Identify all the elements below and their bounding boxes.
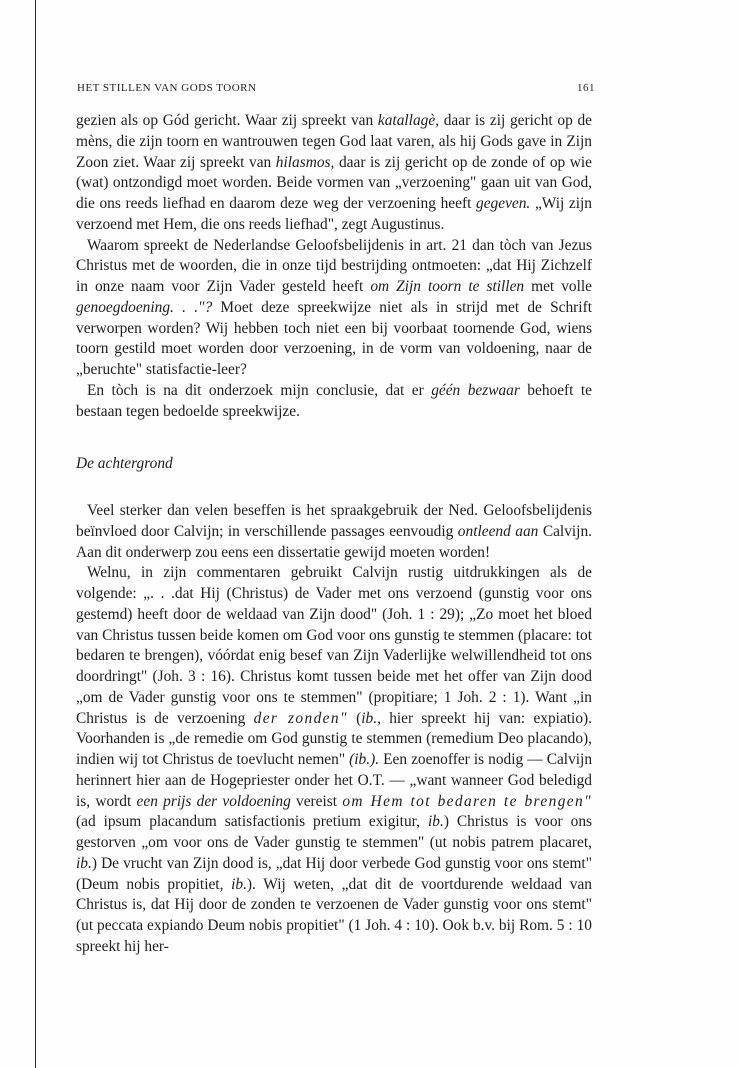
italic-abbrev: ib. <box>231 875 247 893</box>
italic-abbrev: ib. <box>76 854 92 872</box>
page-edge-line <box>35 0 36 1068</box>
text-run: En tòch is na dit onderzoek mijn conclusie, dat er <box>87 381 432 399</box>
italic-abbrev: ib., <box>361 709 381 727</box>
italic-phrase: der zonden" <box>253 709 348 727</box>
running-title: HET STILLEN VAN GODS TOORN <box>77 82 257 94</box>
text-run: Veel sterker dan velen beseffen is het spraakgebruik der Ned. Geloofsbelijdenis beïnvloed door Calvijn; in verschillende passages eenvoudig <box>76 502 592 540</box>
italic-phrase: om Hem tot bedaren te brengen" <box>342 792 592 810</box>
text-run: (ad ipsum placandum satisfactionis pretium exigitur, <box>76 813 428 831</box>
text-run: ) Christus is voor ons gestorven „om voor ons de Vader gunstig te stemmen" (ut nobis patrem placaret, <box>76 813 593 851</box>
text-run: Moet deze spreekwijze niet als in strijd met de Schrift verworpen worden? Wij hebben toch niet een bij voorbaat toornende God, wiens toorn gestild moet worden door verzoening, in de vorm van voldoening, naar de „beruchte" statisfactie-leer? <box>76 298 592 378</box>
text-run: ( <box>347 709 362 727</box>
paragraph-5 <box>76 563 592 957</box>
italic-phrase: een prijs der voldoening <box>136 792 291 810</box>
text-run: ). Wij weten, „dat dit de voortdurende weldaad van Christus is, dat Hij door de zonden te verzoenen de Vader gunstig voor ons stemt" (ut peccata expiando Deum nobis propitiet" (1 Joh. 4 : 10). Ook b.v. bij Rom. 5 : 10 spreekt hij her- <box>76 875 592 955</box>
text-run: „Wij zijn verzoend met Hem, die ons reeds liefhad", zegt Augustinus. <box>76 195 592 233</box>
italic-term: katallagè, <box>377 112 440 129</box>
paragraph-3 <box>76 381 592 423</box>
italic-phrase: om Zijn toorn te stillen <box>370 278 525 295</box>
text-run: Waarom spreekt de Nederlandse Geloofsbelijdenis in art. 21 dan tòch van Jezus Christus met de woorden, die in onze tijd bestrijding ontmoeten: „dat Hij Zichzelf in onze naam voor Zijn Vader gesteld heeft <box>76 236 592 295</box>
italic-abbrev: (ib.). <box>349 751 380 768</box>
paragraph-4 <box>76 501 592 563</box>
paragraph-1 <box>76 111 592 236</box>
text-run: vereist <box>290 792 343 810</box>
italic-phrase: géén bezwaar <box>431 381 520 399</box>
text-run: Een zoenoffer is nodig — Calvijn herinnert hier aan de Hogepriester onder het O.T. — „want wanneer God beledigd is, wordt <box>76 751 593 810</box>
running-head <box>77 82 595 94</box>
text-run: met volle <box>524 278 592 295</box>
section-heading: De achtergrond <box>76 455 173 473</box>
text-run: gezien als op Gód gericht. Waar zij spreekt van <box>76 112 378 129</box>
text-run: daar is zij gericht op de zonde of op wie (wat) ontzondigd moet worden. Beide vormen van „verzoening" gaan uit van God, die ons reeds liefhad en daarom deze weg der verzoening heeft <box>76 153 592 212</box>
text-run: ) De vrucht van Zijn dood is, „dat Hij door verbede God gunstig voor ons stemt" (Deum nobis propitiet, <box>76 854 592 893</box>
text-run: Welnu, in zijn commentaren gebruikt Calvijn rustig uitdrukkingen als de volgende: „. . .dat Hij (Christus) de Vader met ons verzoend (gunstig voor ons gestemd) heeft door de weldaad van Zijn dood" (Joh. 1 : 29); „Zo moet het bloed van Christus tussen beide komen om God voor ons gunstig te stemmen (placare: tot bedaren te brengen), vóórdat enig besef van Zijn Vaderlijke welwillendheid tot ons doordringt" (Joh. 3 : 16). Christus komt tussen beide met het offer van Zijn dood „om de Vader gunstig voor ons te stemmen" (propitiare; 1 Joh. 2 : 1). Want „in Christus is de verzoening <box>76 564 592 727</box>
page-number: 161 <box>577 82 595 94</box>
italic-abbrev: ib. <box>427 813 444 831</box>
text-run: behoeft te bestaan tegen bedoelde spreekwijze. <box>76 381 593 420</box>
italic-phrase: genoegdoening. . ."? <box>76 298 213 316</box>
text-run: hier spreekt hij van: expiatio). Voorhanden is „de remedie om God gunstig te stemmen (remedium Deo placando), indien wij tot Christus de toevlucht nemen" <box>76 709 592 768</box>
italic-term: hilasmos, <box>275 153 335 171</box>
italic-phrase: ontleend aan <box>457 522 539 540</box>
text-run: daar is zij gericht op de mèns, die zijn toorn en wantrouwen tegen God laat varen, als hij Gods gave in Zijn Zoon ziet. Waar zij spreekt van <box>76 112 592 171</box>
italic-term: gegeven. <box>476 195 531 212</box>
body-text <box>76 111 592 958</box>
paragraph-2 <box>76 236 592 381</box>
text-run: Calvijn. Aan dit onderwerp zou eens een dissertatie gewijd moeten worden! <box>76 522 592 561</box>
